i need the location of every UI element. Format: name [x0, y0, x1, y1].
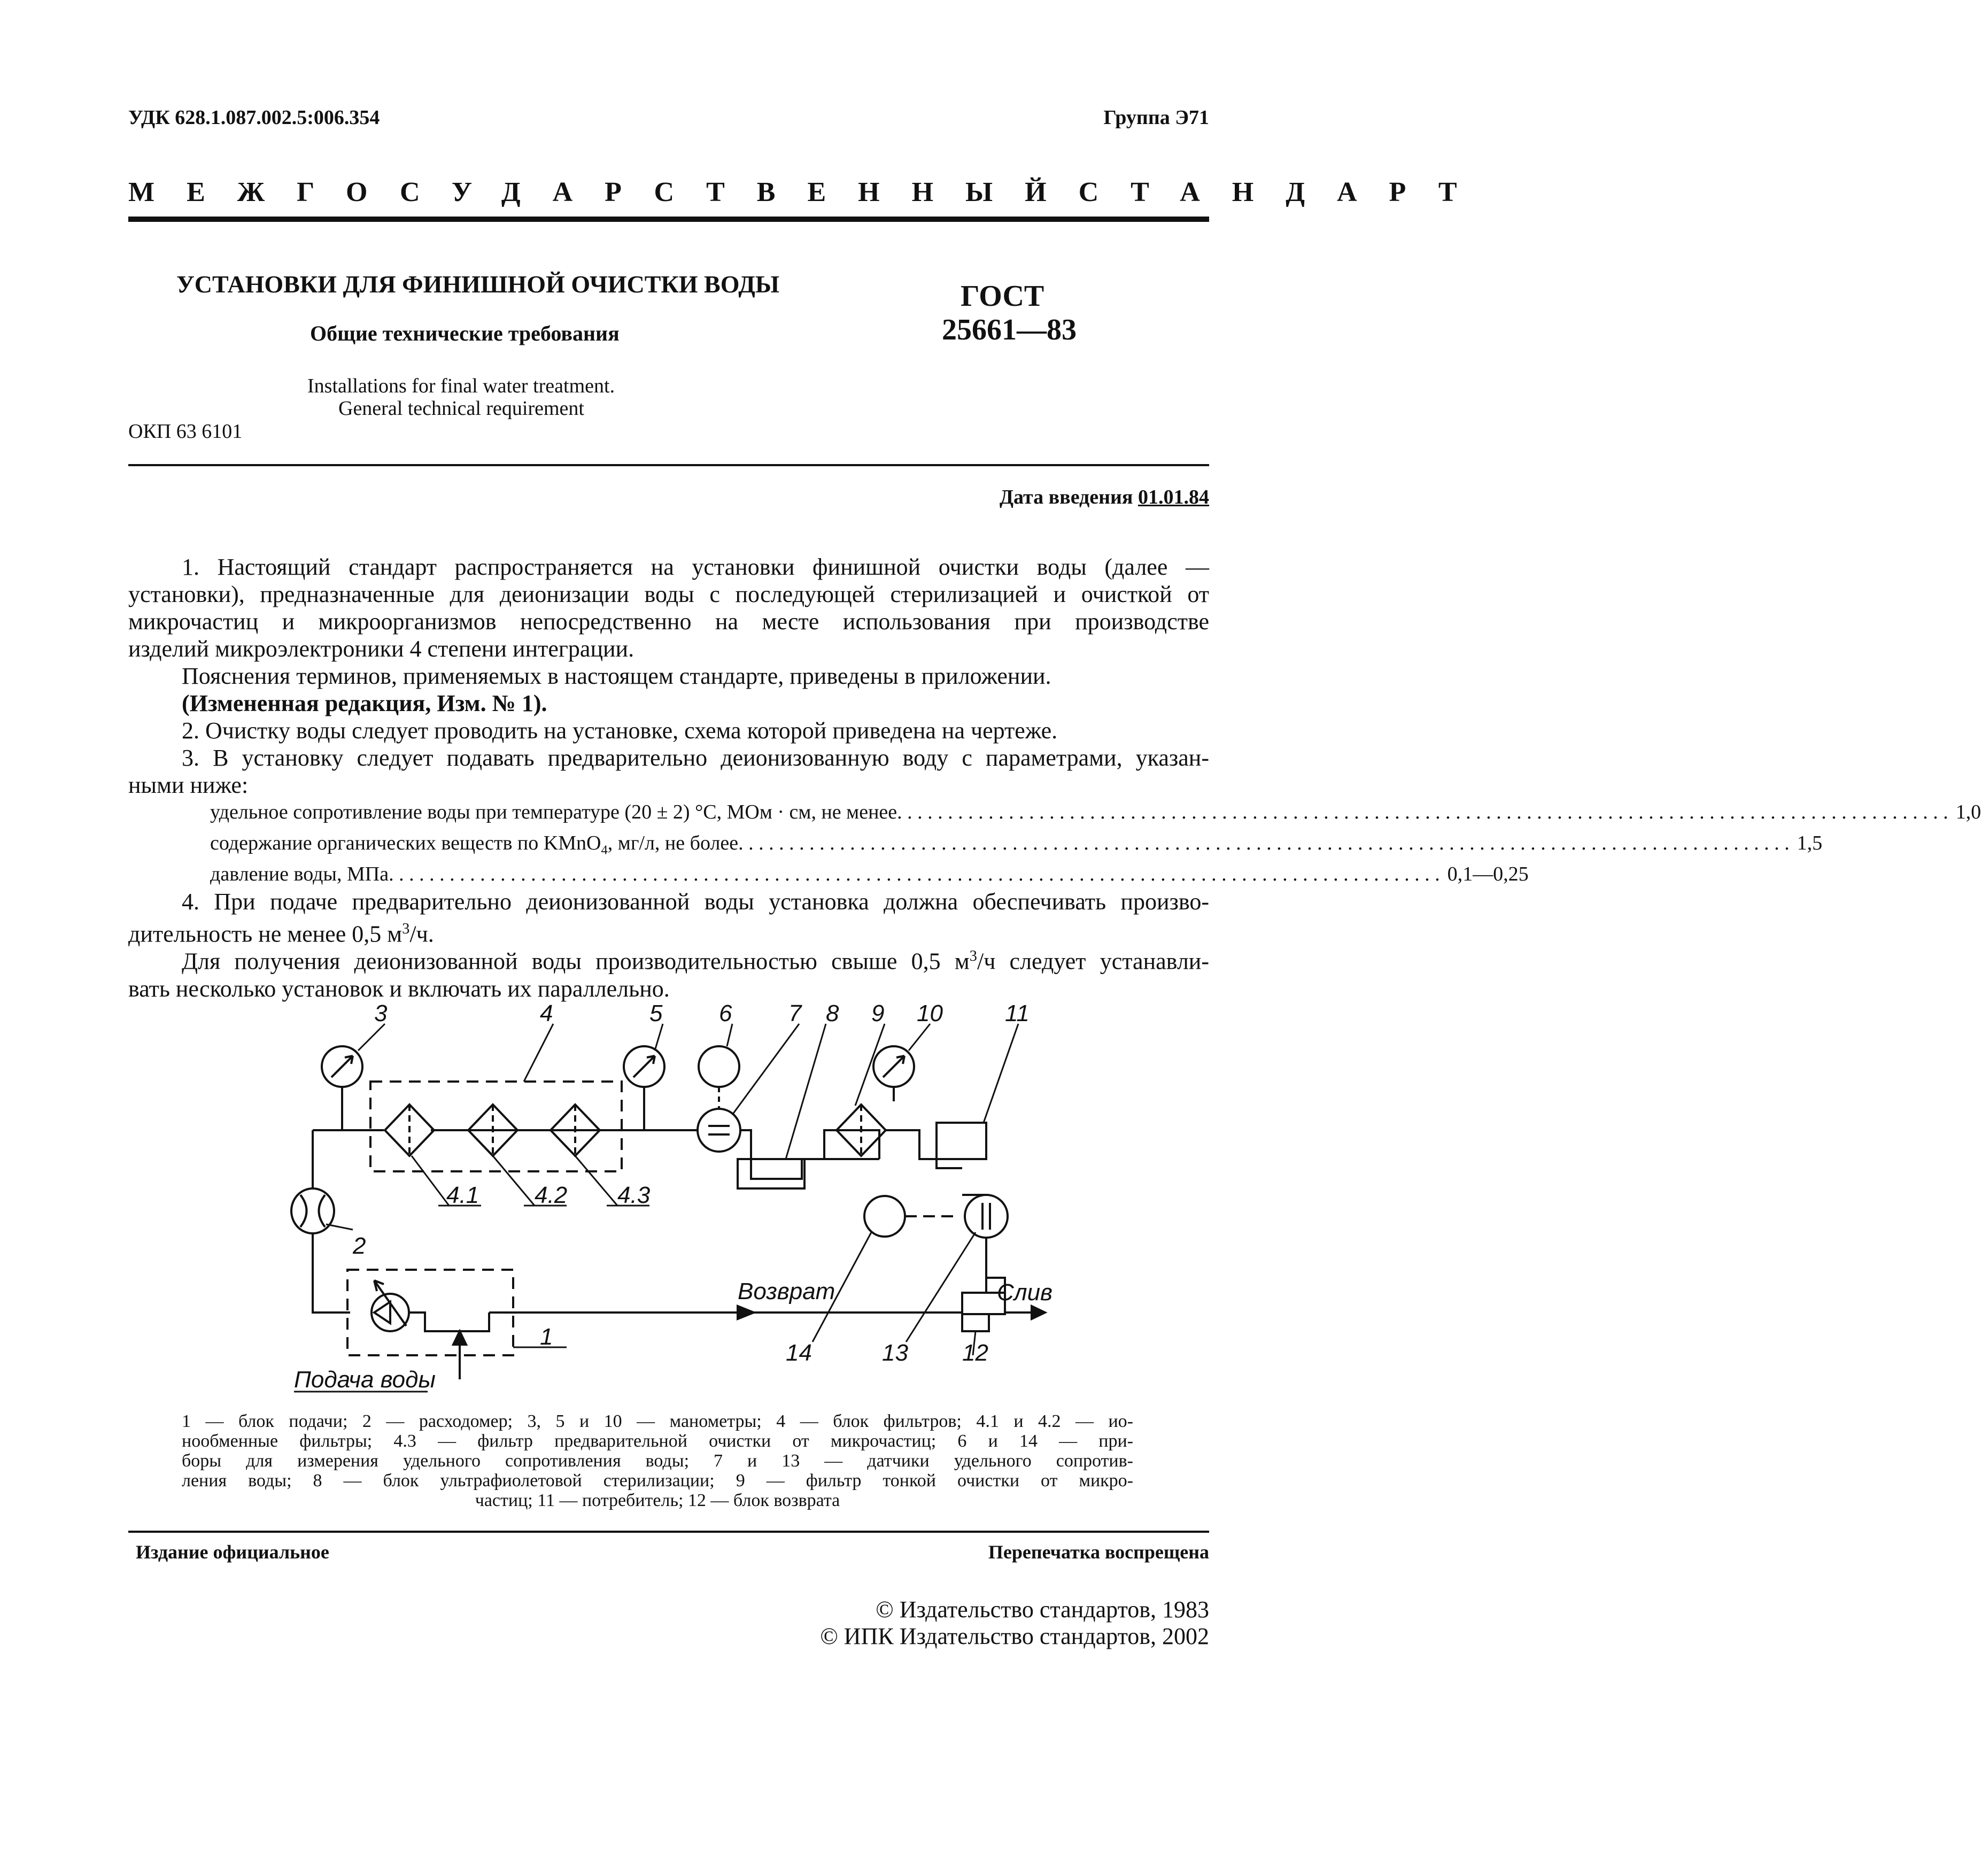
dot-leader: [738, 831, 1790, 855]
group-code: Группа Э71: [1103, 106, 1209, 129]
dot-leader: [389, 862, 1440, 886]
filter-block-4: [370, 1082, 622, 1171]
param-label: давление воды, МПа: [210, 863, 389, 885]
param-label: удельное сопротивление воды при температуре (20 ± 2) °С, МОм · см, не менее: [210, 801, 897, 823]
footer-rule: [128, 1531, 1209, 1533]
document-subtitle: Общие технические требования: [310, 321, 620, 345]
gost-label: ГОСТ: [961, 280, 1044, 313]
label-3: 3: [374, 1000, 388, 1026]
gauges: [322, 1046, 914, 1130]
supply-label: Подача воды: [294, 1367, 436, 1393]
english-title: Installations for final water treatment.: [307, 375, 615, 397]
param-value: 1,5: [1797, 832, 1823, 854]
paragraph-4: [128, 888, 1209, 948]
param-value: 1,0: [1955, 801, 1981, 823]
label-8: 8: [826, 1000, 839, 1026]
label-2: 2: [353, 1233, 366, 1259]
caption-line: 1 — блок подачи; 2 — расходомер; 3, 5 и 10 — манометры; 4 — блок фильтров; 4.1 и 4.2 — ио-: [182, 1411, 1133, 1431]
label-7: 7: [788, 1000, 802, 1026]
uv-block-8: [738, 1159, 804, 1188]
text-line: Пояснения терминов, применяемых в настоящем стандарте, приведены в приложении.: [182, 663, 1051, 689]
flowmeter-2: [291, 1188, 334, 1233]
label-4-2: 4.2: [535, 1182, 568, 1208]
date-value: 01.01.84: [1138, 486, 1209, 508]
water-treatment-schematic: [278, 994, 1080, 1406]
param-row: [210, 831, 1823, 858]
caption-line: частиц; 11 — потребитель; 12 — блок возврата: [475, 1491, 840, 1510]
label-13: 13: [882, 1340, 908, 1366]
english-subtitle: General technical requirement: [338, 397, 584, 420]
text-line: 1. Настоящий стандарт распространяется на установки финишной очистки воды (далее —: [182, 554, 1209, 580]
dot-leader: [897, 800, 1948, 824]
caption-line: боры для измерения удельного сопротивления воды; 7 и 13 — датчики удельного сопротив-: [182, 1451, 1133, 1471]
text-line: 3. В установку следует подавать предварительно деионизованную воду с параметрами, указан-: [182, 745, 1209, 771]
text-line: вать несколько установок и включать их параллельно.: [128, 975, 670, 1002]
param-row: [210, 862, 1529, 886]
label-4-3: 4.3: [617, 1182, 651, 1208]
paragraph-changed: [128, 690, 1209, 717]
text-line: 2. Очистку воды следует проводить на установке, схема которой приведена на чертеже.: [182, 717, 1058, 744]
label-10: 10: [917, 1000, 943, 1026]
paragraph-1: [128, 553, 1209, 662]
caption-line: нообменные фильтры; 4.3 — фильтр предварительной очистки от микрочастиц; 6 и 14 — при-: [182, 1431, 1133, 1451]
paragraph-terms: [128, 662, 1209, 690]
label-4: 4: [540, 1000, 553, 1026]
supply-block-1: [347, 1270, 513, 1379]
label-14: 14: [786, 1340, 812, 1366]
consumer-11: [937, 1123, 986, 1159]
paragraph-2: [128, 717, 1209, 744]
diagram-labels: [294, 1000, 1053, 1393]
paragraph-5: [128, 943, 1209, 1002]
text-line: ными ниже:: [128, 772, 249, 798]
official-edition-note: Издание официальное: [136, 1541, 329, 1563]
banner-word: МЕЖГОСУДАРСТВЕННЫЙ: [128, 177, 1079, 207]
banner-word: СТАНДАРТ: [1078, 177, 1489, 207]
copyright-line: © ИПК Издательство стандартов, 2002: [820, 1623, 1209, 1649]
label-4-1: 4.1: [446, 1182, 479, 1208]
caption-line: ления воды; 8 — блок ультрафиолетовой стерилизации; 9 — фильтр тонкой очистки от микро-: [182, 1471, 1133, 1491]
paragraph-3: [128, 744, 1209, 799]
introduction-date: [1000, 485, 1209, 509]
standard-banner: [128, 176, 1489, 208]
leader-lines: [326, 1024, 1018, 1355]
okp-code: ОКП 63 6101: [128, 420, 243, 443]
label-6: 6: [719, 1000, 732, 1026]
gost-number: 25661—83: [942, 313, 1077, 346]
resistivity-meter-14: [864, 1196, 957, 1237]
label-5: 5: [649, 1000, 663, 1026]
reprint-prohibited-note: Перепечатка воспрещена: [988, 1541, 1209, 1563]
sensor-7-and-meter-6: [698, 1046, 740, 1152]
text-line: микрочастиц и микроорганизмов непосредственно на месте использования при производстве: [128, 608, 1209, 635]
text-line: дительность не менее 0,5 $м^3/ч$.: [128, 921, 434, 947]
title-rule: [128, 464, 1209, 466]
document-title: УСТАНОВКИ ДЛЯ ФИНИШНОЙ ОЧИСТКИ ВОДЫ: [176, 271, 780, 298]
label-1: 1: [540, 1324, 553, 1350]
text-line: 4. При подаче предварительно деионизованной воды установка должна обеспечивать произво-: [182, 889, 1209, 915]
header-rule: [128, 217, 1209, 222]
param-row: [210, 800, 1981, 824]
text-line: (Измененная редакция, Изм. № 1).: [182, 690, 547, 716]
pipe-lines: [313, 1130, 1016, 1313]
param-value: 0,1—0,25: [1447, 863, 1529, 885]
date-label: Дата введения: [999, 486, 1133, 508]
text-line: Для получения деионизованной воды производительностью свыше 0,5 $м^3/ч$ следует устанавли-: [182, 948, 1209, 975]
text-line: установки), предназначенные для деионизации воды с последующей стерилизацией и очисткой от: [128, 581, 1209, 607]
label-9: 9: [871, 1000, 885, 1026]
udk-code: УДК 628.1.087.002.5:006.354: [128, 106, 380, 129]
figure-caption: [182, 1411, 1133, 1510]
text-line: изделий микроэлектроники 4 степени интеграции.: [128, 636, 634, 662]
drain-label: Слив: [997, 1279, 1053, 1306]
param-label: содержание органических веществ по KMnO$_4$, мг/л, не более: [210, 832, 739, 858]
label-12: 12: [962, 1340, 988, 1366]
label-11: 11: [1005, 1000, 1030, 1026]
copyright-line: © Издательство стандартов, 1983: [876, 1596, 1209, 1623]
return-label: Возврат: [738, 1278, 835, 1304]
